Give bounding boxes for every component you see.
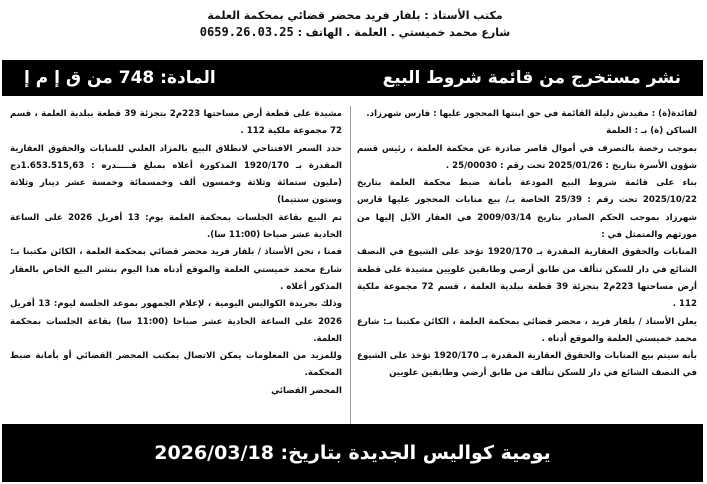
address-text: شارع محمد خميستي . العلمة [354,26,511,39]
publication-date: يومية كواليس الجديدة بتاريخ: 2026/03/18 [154,442,551,464]
paragraph: يعلن الأستاذ / بلفار فريد ، محضر قضائي بمحكمة العلمة ، الكائن مكتبنا بـ: شارع محمد خميستي العلمة والموقع أدناه . [357,316,697,344]
paragraph: بأنه سيتم بيع المنابات والحقوق العقارية المقدرة بـ 1920/170 تؤخذ على الشيوع في النصف الشائع في دار للسكن تتألف من طابق أرضي وطابقين علويين [357,351,697,379]
office-name: مكتب الأستاذ : بلفار فريد محضر قضائي بمحكمة العلمة [207,9,503,22]
paragraph: وذلك بجريدة الكواليس اليومية ، لإعلام الجمهور بموعد الجلسة ليوم: 13 أفريل 2026 على الساعة الحادية عشر صباحا (11:00 سا) بقاعة الجلسات بمحكمة العلمة. [10,299,342,344]
notice-header [175,8,535,41]
phone-number: 0659.26.03.25 [199,25,294,39]
signature-label: المحضر القضائي [271,385,342,396]
notice-title: نشر مستخرج من قائمة شروط البيع [382,68,681,88]
address-line: شارع محمد خميستي . العلمة . الهاتف : 0659.26.03.25 [199,25,511,39]
paragraph: تم البيع بقاعة الجلسات بمحكمة العلمة يوم: 13 أفريل 2026 على الساعة الحادية عشر صباحا (11:00 سا). [10,212,342,241]
paragraph: المنابات والحقوق العقارية المقدرة بـ 1920/170 تؤخذ على الشيوع في النصف الشائع في دار للسكن تتألف من طابق أرضي وطابقين علويين مشيدة على قطعة أرض مساحتها 223م2 بتجزئة 39 قطعة ببلدية العلمة ، قسم 72 مجموعة ملكية 112 . [357,247,697,310]
paragraph: فمنا ، نحن الأستاذ / بلفار فريد محضر قضائي بمحكمة العلمة ، الكائن مكتبنا بـ: شارع محمد خميستي العلمة والموقع أدناه هذا اليوم بنشر البيع الخاص بالعقار المذكور أعلاه . [10,247,342,292]
left-column [10,106,342,421]
paragraph: وللمزيد من المعلومات يمكن الاتصال بمكتب المحضر القضائي أو بأمانة ضبط المحكمة. [10,351,342,379]
paragraph: لفائدة(ة) : مقيدش دليلة القائمة في حق ابنتها المحجور عليها : قارس شهرزاد. [366,109,697,119]
legal-article: المادة: 748 من ق إ م إ [24,68,216,88]
paragraph: الساكن (ة) بـ : العلمة [606,126,697,137]
right-column [357,106,697,421]
publication-footer [2,424,703,482]
paragraph: مشيدة على قطعة أرض مساحتها 223م2 بتجزئة 39 قطعة ببلدية العلمة ، قسم 72 مجموعة ملكية 112 . [10,109,342,137]
title-banner [2,60,703,96]
paragraph: حدد السعر الافتتاحي لانطلاق البيع بالمزاد العلني للمنابات والحقوق العقارية المقدرة بـ 1920/170 المذكورة أعلاه بمبلغ قـــــدره : 1.653.515,63دج (مليون ستمائة وثلاثة وخمسون ألف وخمسمائة وخمسة عشر دينار وثلاثة وستون سنتيما) [10,143,342,206]
column-divider [350,106,351,426]
phone-label: الهاتف : [297,26,343,39]
paragraph: بموجب رخصة بالتصرف في أموال قاصر صادرة عن محكمة العلمة ، رئيس قسم شؤون الأسرة بتاريخ : 2025/01/26 تحت رقم : 25/00030 . [357,143,697,171]
paragraph: بناء على قائمة شروط البيع المودعة بأمانة ضبط محكمة العلمة بتاريخ 2025/10/22 تحت رقم : 25/39 الخاصة بـ/ بيع منابات المحجور عليها قارس شهرزاد بموجب الحكم الصادر بتاريخ 2009/03/14 في العقار الآيل إليها من مورثهم والمتمثل في : [357,178,697,241]
